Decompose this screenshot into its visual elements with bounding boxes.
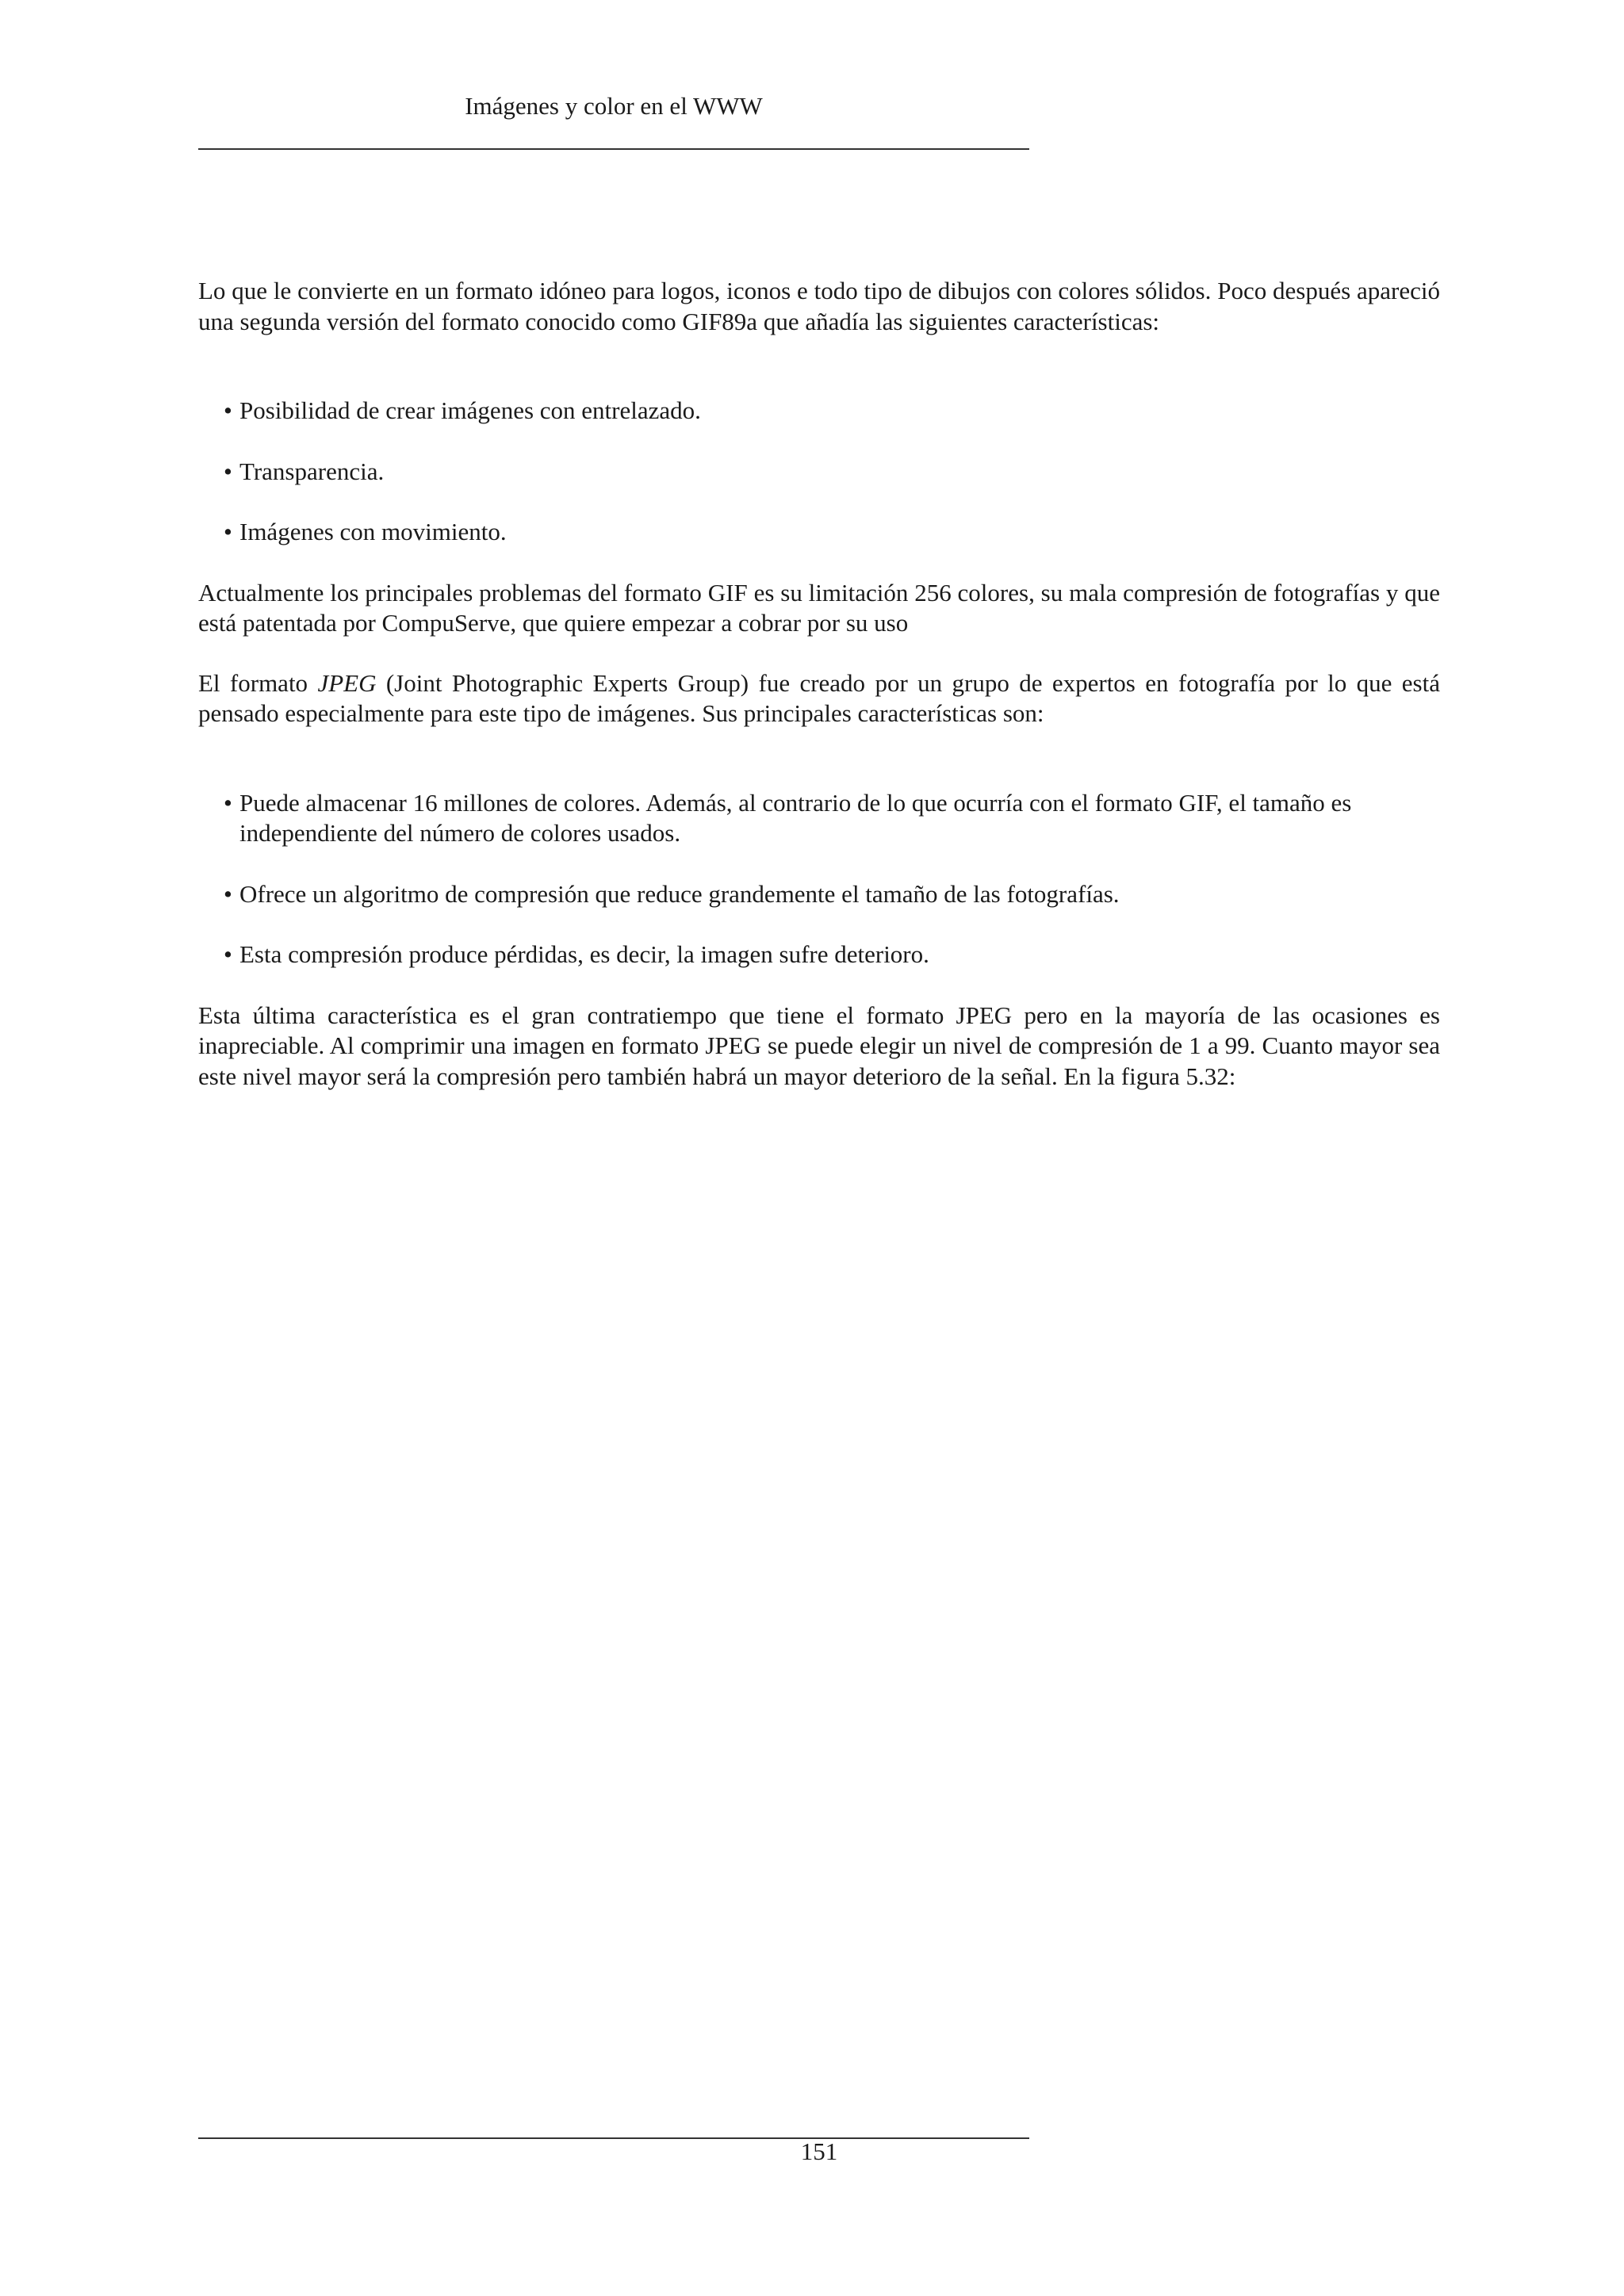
jpeg-emphasis: JPEG xyxy=(317,668,377,697)
list-item: • Ofrece un algoritmo de compresión que reduce grandemente el tamaño de las fotografías. xyxy=(198,879,1440,910)
spacer xyxy=(198,759,1440,788)
bullet-icon: • xyxy=(224,940,232,968)
paragraph-gif-problems: Actualmente los principales problemas del formato GIF es su limitación 256 colores, su mala compresión de fotografías y que está patentada por CompuServe, que quiere empezar a cobrar por su uso xyxy=(198,578,1440,637)
bullet-icon: • xyxy=(224,788,232,817)
bullet-icon: • xyxy=(224,396,232,424)
list-item: • Imágenes con movimiento. xyxy=(198,517,1440,548)
spacer xyxy=(198,366,1440,396)
page-number: 151 xyxy=(800,2137,838,2165)
list-item: • Puede almacenar 16 millones de colores. Además, al contrario de lo que ocurría con el formato GIF, el tamaño es independiente del número de colores usados. xyxy=(224,788,1352,847)
page-body xyxy=(198,276,1440,1121)
paragraph-jpeg-drawback: Esta última característica es el gran contratiempo que tiene el formato JPEG pero en la mayoría de las ocasiones es inapreciable. Al comprimir una imagen en formato JPEG se puede elegir un nivel de compresión de 1 a 99. Cuanto mayor sea este nivel mayor será la compresión pero también habrá un mayor deterioro de la señal. En la figura 5.32: xyxy=(198,1001,1440,1090)
bullet-icon: • xyxy=(224,879,232,908)
gif89a-features-list xyxy=(198,396,1440,548)
paragraph-jpeg-intro: El formato JPEG (Joint Photographic Experts Group) fue creado por un grupo de expertos en fotografía por lo que está pensado especialmente para este tipo de imágenes. Sus principales características son: xyxy=(198,668,1440,727)
jpeg-features-list xyxy=(198,788,1440,970)
list-item: • Posibilidad de crear imágenes con entrelazado. xyxy=(198,396,1440,427)
bullet-icon: • xyxy=(224,518,232,545)
list-item: • Transparencia. xyxy=(198,457,1440,488)
running-header: Imágenes y color en el WWW xyxy=(465,92,763,120)
paragraph-gif-intro: Lo que le convierte en un formato idóneo para logos, iconos e todo tipo de dibujos con colores sólidos. Poco después apareció una segunda versión del formato conocido como GIF89a que añadía las siguientes características: xyxy=(198,277,1440,335)
bullet-icon: • xyxy=(224,457,232,485)
list-item: • Esta compresión produce pérdidas, es decir, la imagen sufre deterioro. xyxy=(198,939,1440,970)
header-rule xyxy=(198,148,1029,150)
